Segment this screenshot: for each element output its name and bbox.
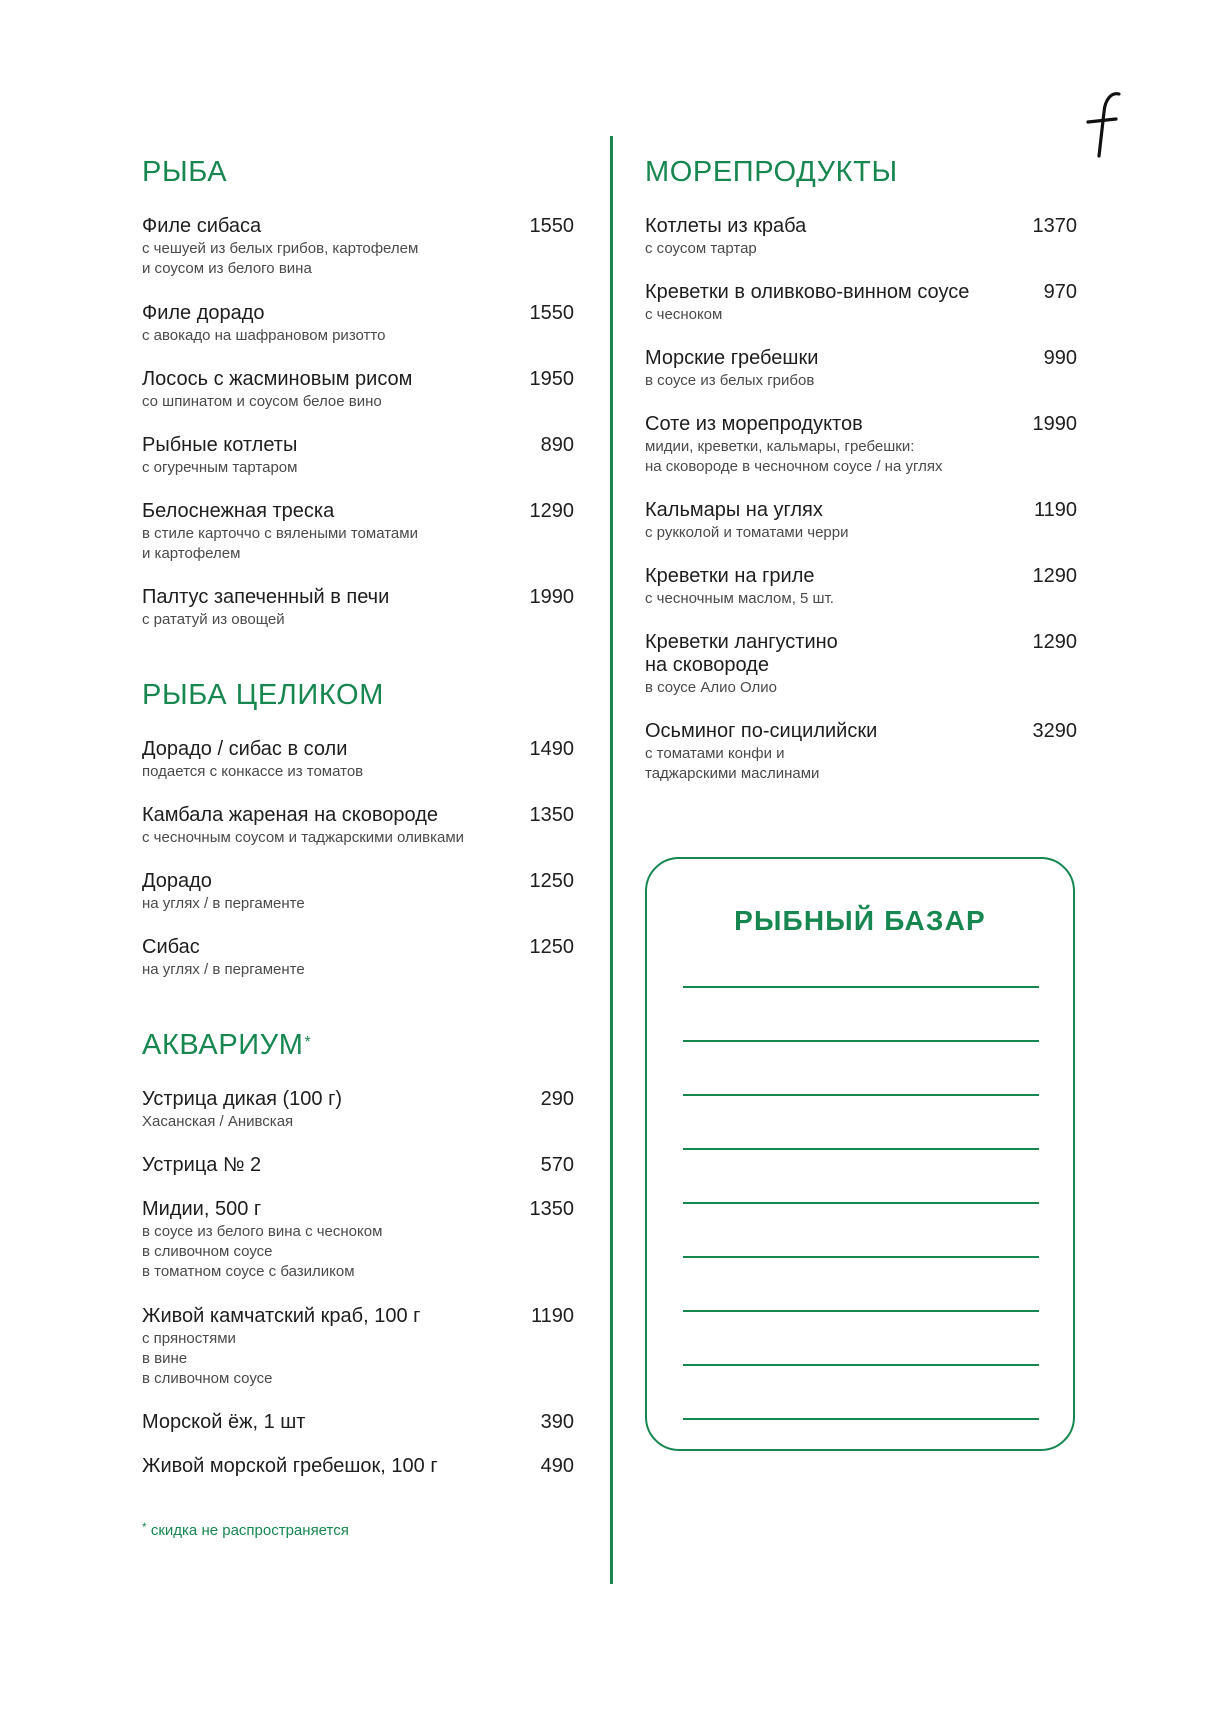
write-in-line [683,1256,1039,1258]
item-price: 1550 [529,302,574,324]
item-name: Креветки в оливково-винном соусе [645,281,970,303]
item-name: Креветки лангустино на сковороде [645,631,838,676]
item-description: с чешуей из белых грибов, картофелем и соусом из белого вина [142,240,419,277]
asterisk-mark: * [304,1034,312,1051]
item-description: со шпинатом и соусом белое вино [142,393,382,410]
write-in-line [683,986,1039,988]
menu-item [645,565,1077,609]
item-price: 1990 [529,586,574,608]
menu-item [142,500,574,564]
item-price: 1350 [529,804,574,826]
menu-item [142,302,574,346]
section-title-seafood: МОРЕПРОДУКТЫ [645,156,898,188]
write-in-line [683,1310,1039,1312]
item-name: Филе сибаса [142,215,262,237]
write-in-line [683,1364,1039,1366]
write-in-line [683,1040,1039,1042]
menu-item [142,434,574,478]
item-name: Устрица дикая (100 г) [142,1088,343,1110]
item-price: 3290 [1032,720,1077,742]
menu-item [142,1455,574,1478]
menu-item [142,1088,574,1132]
item-price: 1250 [529,936,574,958]
item-description: с огуречным тартаром [142,459,298,476]
item-price: 890 [540,434,574,456]
item-price: 1250 [529,870,574,892]
item-name: Рыбные котлеты [142,434,298,456]
write-in-line [683,1148,1039,1150]
item-price: 1190 [1033,499,1077,521]
item-price: 1370 [1032,215,1077,237]
item-price: 1490 [529,738,574,760]
menu-item [142,936,574,980]
item-price: 490 [540,1455,574,1477]
item-description: мидии, креветки, кальмары, гребешки: на сковороде в чесночном соусе / на углях [645,438,943,475]
write-in-line [683,1094,1039,1096]
item-description: на углях / в пергаменте [142,961,305,978]
item-name: Палтус запеченный в печи [142,586,390,608]
menu-item [645,720,1077,784]
item-price: 1190 [530,1305,574,1327]
write-in-line [683,1418,1039,1420]
item-name: Устрица № 2 [142,1154,262,1176]
item-price: 990 [1043,347,1077,369]
menu-item [645,281,1077,325]
item-description: с рукколой и томатами черри [645,524,849,541]
item-name: Камбала жареная на сковороде [142,804,439,826]
item-price: 970 [1043,281,1077,303]
menu-item [645,499,1077,543]
item-description: с чесноком [645,306,723,323]
item-name: Белоснежная треска [142,500,335,522]
asterisk-mark: * [142,1520,147,1534]
item-name: Мидии, 500 г [142,1198,262,1220]
menu-item [645,347,1077,391]
item-description: с рататуй из овощей [142,611,285,628]
item-price: 290 [540,1088,574,1110]
item-description: Хасанская / Анивская [142,1113,294,1130]
item-name: Котлеты из краба [645,215,807,237]
section-title-fish: РЫБА [142,156,228,188]
footnote [142,1522,349,1539]
item-name: Осьминог по-сицилийски [645,720,878,742]
footnote-text: скидка не распространяется [150,1522,349,1539]
item-description: с пряностями в вине в сливочном соусе [142,1330,273,1387]
item-name: Кальмары на углях [645,499,823,521]
menu-item [142,368,574,412]
menu-item [142,215,574,279]
item-name: Лосось с жасминовым рисом [142,368,413,390]
fish-market-box [645,857,1075,1451]
item-description: подается с конкассе из томатов [142,763,364,780]
menu-item [142,738,574,782]
item-name: Дорадо [142,870,212,892]
menu-item [142,870,574,914]
menu-item [645,215,1077,259]
item-name: Сибас [142,936,200,958]
column-divider [610,136,613,1584]
item-description: с чесночным маслом, 5 шт. [645,590,834,607]
item-price: 1990 [1032,413,1077,435]
item-price: 1290 [1032,631,1077,653]
item-price: 1290 [529,500,574,522]
item-description: в соусе Алио Олио [645,679,777,696]
menu-item [645,413,1077,477]
item-price: 1550 [529,215,574,237]
item-description: с томатами конфи и таджарскими маслинами [645,745,820,782]
item-description: на углях / в пергаменте [142,895,305,912]
item-description: с чесночным соусом и таджарскими оливками [142,829,465,846]
item-name: Дорадо / сибас в соли [142,738,348,760]
menu-item [142,1305,574,1389]
script-f-logo [1085,90,1135,160]
item-name: Филе дорадо [142,302,265,324]
item-name: Креветки на гриле [645,565,815,587]
item-description: в стиле карточчо с вялеными томатами и картофелем [142,525,418,562]
item-price: 390 [540,1411,574,1433]
item-name: Морской ёж, 1 шт [142,1411,306,1433]
item-description: в соусе из белого вина с чесноком в сливочном соусе в томатном соусе с базиликом [142,1223,383,1280]
item-price: 1350 [529,1198,574,1220]
item-description: с соусом тартар [645,240,757,257]
write-in-line [683,1202,1039,1204]
section-title-whole-fish: РЫБА ЦЕЛИКОМ [142,679,384,711]
item-price: 570 [540,1154,574,1176]
item-description: с авокадо на шафрановом ризотто [142,327,386,344]
item-description: в соусе из белых грибов [645,372,815,389]
item-name: Живой морской гребешок, 100 г [142,1455,438,1477]
item-name: Морские гребешки [645,347,819,369]
menu-item [142,1198,574,1282]
fish-market-title: РЫБНЫЙ БАЗАР [734,905,986,936]
menu-item [142,804,574,848]
item-name: Живой камчатский краб, 100 г [142,1305,421,1327]
menu-item [142,1411,574,1434]
item-price: 1950 [529,368,574,390]
item-price: 1290 [1032,565,1077,587]
menu-item [645,631,1077,698]
section-title-text: АКВАРИУМ [142,1029,304,1061]
section-title-aquarium [142,1028,311,1062]
menu-item [142,586,574,630]
menu-item [142,1154,574,1177]
item-name: Соте из морепродуктов [645,413,863,435]
